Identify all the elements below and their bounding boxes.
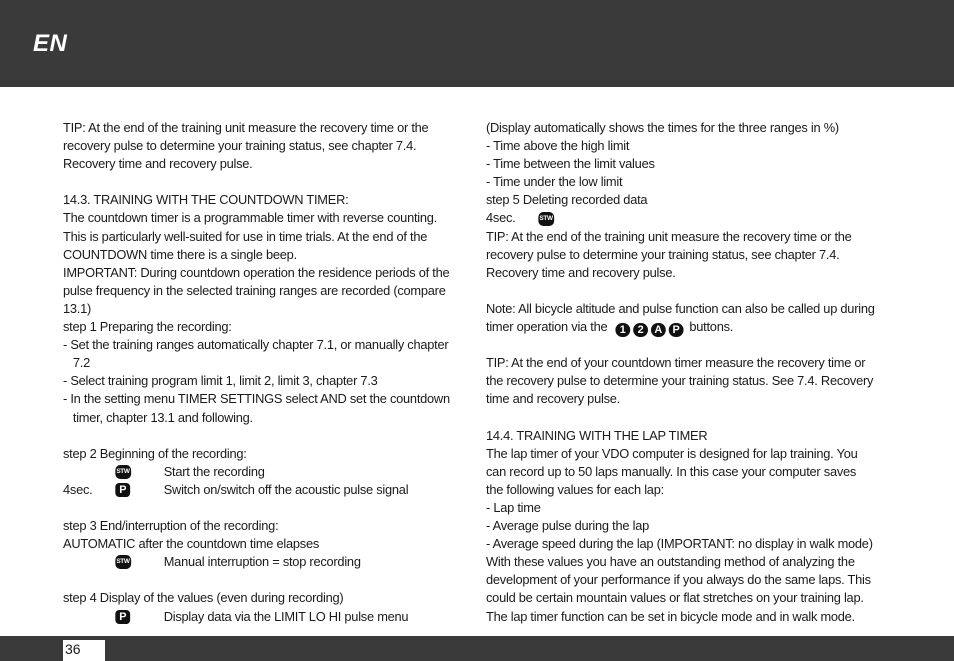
lap-line: With these values you have an outstanding method of analyzing the (486, 554, 855, 570)
display-line: - Time above the high limit (486, 138, 630, 154)
note-line (486, 318, 891, 336)
lap-line: the following values for each lap: (486, 481, 664, 497)
display-line: (Display automatically shows the times for the three ranges in %) (486, 120, 839, 135)
note-text: buttons. (689, 319, 734, 335)
section-title-lap-timer: 14.4. TRAINING WITH THE LAP TIMER (486, 427, 708, 443)
note-text: timer operation via the (486, 319, 608, 335)
lap-line: could be certain mountain values or flat stretches on your training lap. (486, 590, 864, 606)
tip-line: TIP: At the end of the training unit measure the recovery time or the (486, 228, 852, 244)
step-2-row (63, 481, 458, 499)
row-label: 4sec. (63, 481, 93, 497)
tip-line: TIP: At the end of the training unit measure the recovery time or the (63, 120, 429, 135)
tip-line: Recovery time and recovery pulse. (486, 264, 676, 280)
page-number: 36 (63, 640, 105, 661)
row-text: Start the recording (163, 463, 265, 479)
page-header (0, 0, 954, 87)
step-5-heading: step 5 Deleting recorded data (486, 192, 648, 208)
tip2-line: the recovery pulse to determine your training status. See 7.4. Recovery (486, 373, 874, 389)
step-1-item: - Set the training ranges automatically chapter 7.1, or manually chapter (63, 337, 449, 353)
step-2-row (63, 463, 458, 481)
tip2-line: TIP: At the end of your countdown timer measure the recovery time or (486, 355, 866, 371)
lap-line: can record up to 50 laps manually. In this case your computer saves (486, 463, 857, 479)
step-1-item: timer, chapter 13.1 and following. (72, 409, 253, 425)
tip2-line: time and recovery pulse. (486, 391, 620, 407)
step-3-heading: step 3 End/interruption of the recording: (63, 518, 279, 534)
step-1-item: - Select training program limit 1, limit 2, limit 3, chapter 7.3 (63, 373, 378, 389)
intro-line: pulse frequency in the selected training ranges are recorded (compare (63, 282, 446, 298)
row-text: Manual interruption = stop recording (163, 554, 361, 570)
page-footer (0, 636, 954, 661)
p-button-icon: P (115, 483, 130, 497)
lap-line: The lap timer of your VDO computer is designed for lap training. You (486, 445, 858, 461)
step-1-item: - In the setting menu TIMER SETTINGS select AND set the countdown (63, 391, 450, 407)
intro-line: IMPORTANT: During countdown operation the residence periods of the (63, 264, 450, 280)
button-2-icon: 2 (633, 323, 648, 337)
note-button-set (615, 323, 683, 337)
step-3-row (63, 553, 458, 571)
tip-line: Recovery time and recovery pulse. (63, 156, 253, 172)
lap-line: The lap timer function can be set in bicycle mode and in walk mode. (486, 608, 855, 624)
stw-button-icon: STW (115, 555, 130, 569)
step-2-heading: step 2 Beginning of the recording: (63, 445, 247, 461)
step-4-heading: step 4 Display of the values (even during recording) (63, 590, 344, 606)
lap-line: development of your performance if you always do the same laps. This (486, 572, 871, 588)
row-text: Display data via the LIMIT LO HI pulse menu (163, 608, 409, 624)
intro-line: COUNTDOWN time there is a single beep. (63, 246, 297, 262)
button-a-icon: A (651, 323, 666, 337)
language-code: EN (33, 30, 68, 57)
step-1-heading: step 1 Preparing the recording: (63, 319, 232, 335)
display-line: - Time under the low limit (486, 174, 623, 190)
step-5-row (486, 209, 891, 227)
intro-line: This is particularly well-suited for use in time trials. At the end of the (63, 228, 428, 244)
note-line: Note: All bicycle altitude and pulse function can also be called up during (486, 300, 875, 316)
row-text: Switch on/switch off the acoustic pulse signal (163, 481, 409, 497)
display-line: - Time between the limit values (486, 156, 655, 172)
stw-button-icon: STW (538, 212, 553, 226)
tip-line: recovery pulse to determine your training status, see chapter 7.4. (486, 246, 840, 262)
button-p-icon: P (669, 323, 684, 337)
intro-line: 13.1) (63, 300, 92, 316)
right-column (486, 119, 891, 626)
lap-line: - Average pulse during the lap (486, 518, 649, 534)
p-button-icon: P (115, 610, 130, 624)
stw-button-icon: STW (115, 465, 130, 479)
tip-line: recovery pulse to determine your training status, see chapter 7.4. (63, 138, 417, 154)
intro-line: The countdown timer is a programmable timer with reverse counting. (63, 210, 438, 226)
step-1-item: 7.2 (72, 355, 90, 371)
lap-line: - Lap time (486, 499, 541, 515)
button-1-icon: 1 (615, 323, 630, 337)
step-3-automatic: AUTOMATIC after the countdown time elapses (63, 536, 320, 552)
lap-line: - Average speed during the lap (IMPORTANT: no display in walk mode) (486, 536, 873, 552)
left-column (63, 119, 458, 626)
row-label: 4sec. (486, 210, 516, 226)
section-title-countdown: 14.3. TRAINING WITH THE COUNTDOWN TIMER: (63, 192, 349, 208)
step-4-row (63, 608, 458, 626)
